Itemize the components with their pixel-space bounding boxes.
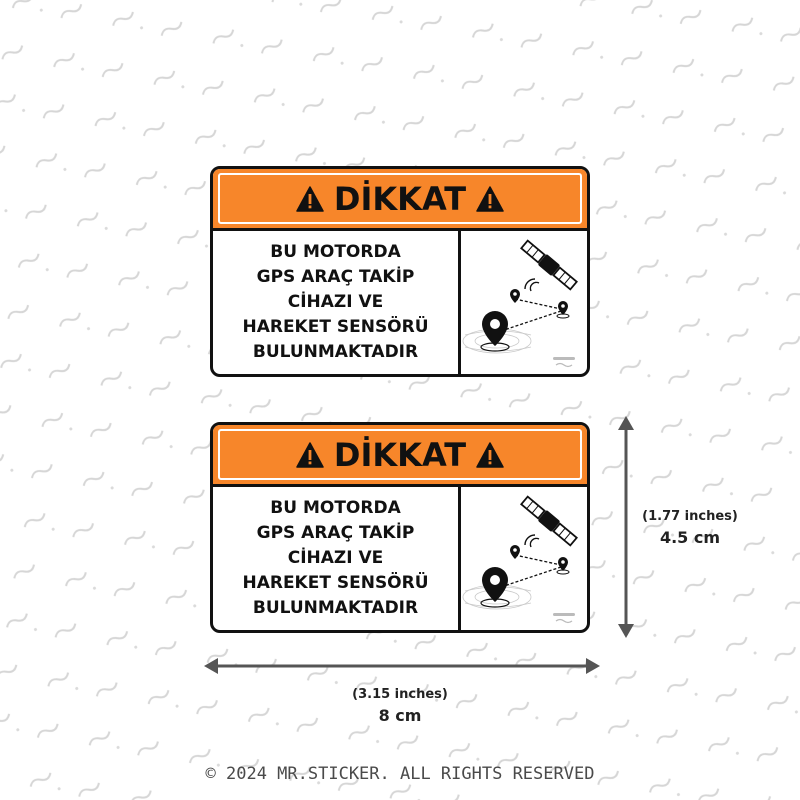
map-pin-icon (481, 567, 509, 607)
sticker-title: DİKKAT (333, 435, 467, 474)
satellite-icon (520, 239, 578, 291)
width-dimension-arrow (204, 654, 600, 678)
copyright-notice: © 2024 MR.STICKER. ALL RIGHTS RESERVED (205, 764, 595, 784)
map-pin-icon (557, 301, 569, 318)
warning-triangle-icon (296, 442, 324, 468)
message-line: CİHAZI VE (287, 292, 384, 312)
width-dimension-label (330, 686, 470, 728)
gps-warning-sticker-top (210, 166, 590, 377)
warning-message (213, 487, 461, 630)
message-line: BU MOTORDA (270, 498, 401, 518)
message-line: HAREKET SENSÖRÜ (242, 317, 429, 337)
gps-illustration (461, 487, 587, 630)
warning-triangle-icon (476, 442, 504, 468)
message-line: BULUNMAKTADIR (252, 598, 419, 618)
height-dimension-label (630, 508, 750, 550)
warning-triangle-icon (296, 186, 324, 212)
warning-banner (213, 425, 587, 487)
gps-warning-sticker-bottom (210, 422, 590, 633)
map-pin-icon (557, 557, 569, 574)
map-pin-icon (481, 311, 509, 351)
message-line: HAREKET SENSÖRÜ (242, 573, 429, 593)
warning-banner (213, 169, 587, 231)
gps-illustration (461, 231, 587, 374)
width-cm: 8 cm (378, 706, 422, 725)
height-cm: 4.5 cm (659, 528, 721, 547)
map-pin-icon (510, 545, 520, 559)
warning-message (213, 231, 461, 374)
map-pin-icon (510, 289, 520, 303)
message-line: GPS ARAÇ TAKİP (256, 523, 415, 543)
message-line: CİHAZI VE (287, 548, 384, 568)
height-inches: (1.77 inches) (642, 509, 738, 524)
message-line: GPS ARAÇ TAKİP (256, 267, 415, 287)
brand-logo (553, 357, 575, 367)
sticker-title: DİKKAT (333, 179, 467, 218)
width-inches: (3.15 inches) (352, 687, 448, 702)
brand-logo (553, 613, 575, 623)
message-line: BULUNMAKTADIR (252, 342, 419, 362)
message-line: BU MOTORDA (270, 242, 401, 262)
warning-triangle-icon (476, 186, 504, 212)
satellite-icon (520, 495, 578, 547)
